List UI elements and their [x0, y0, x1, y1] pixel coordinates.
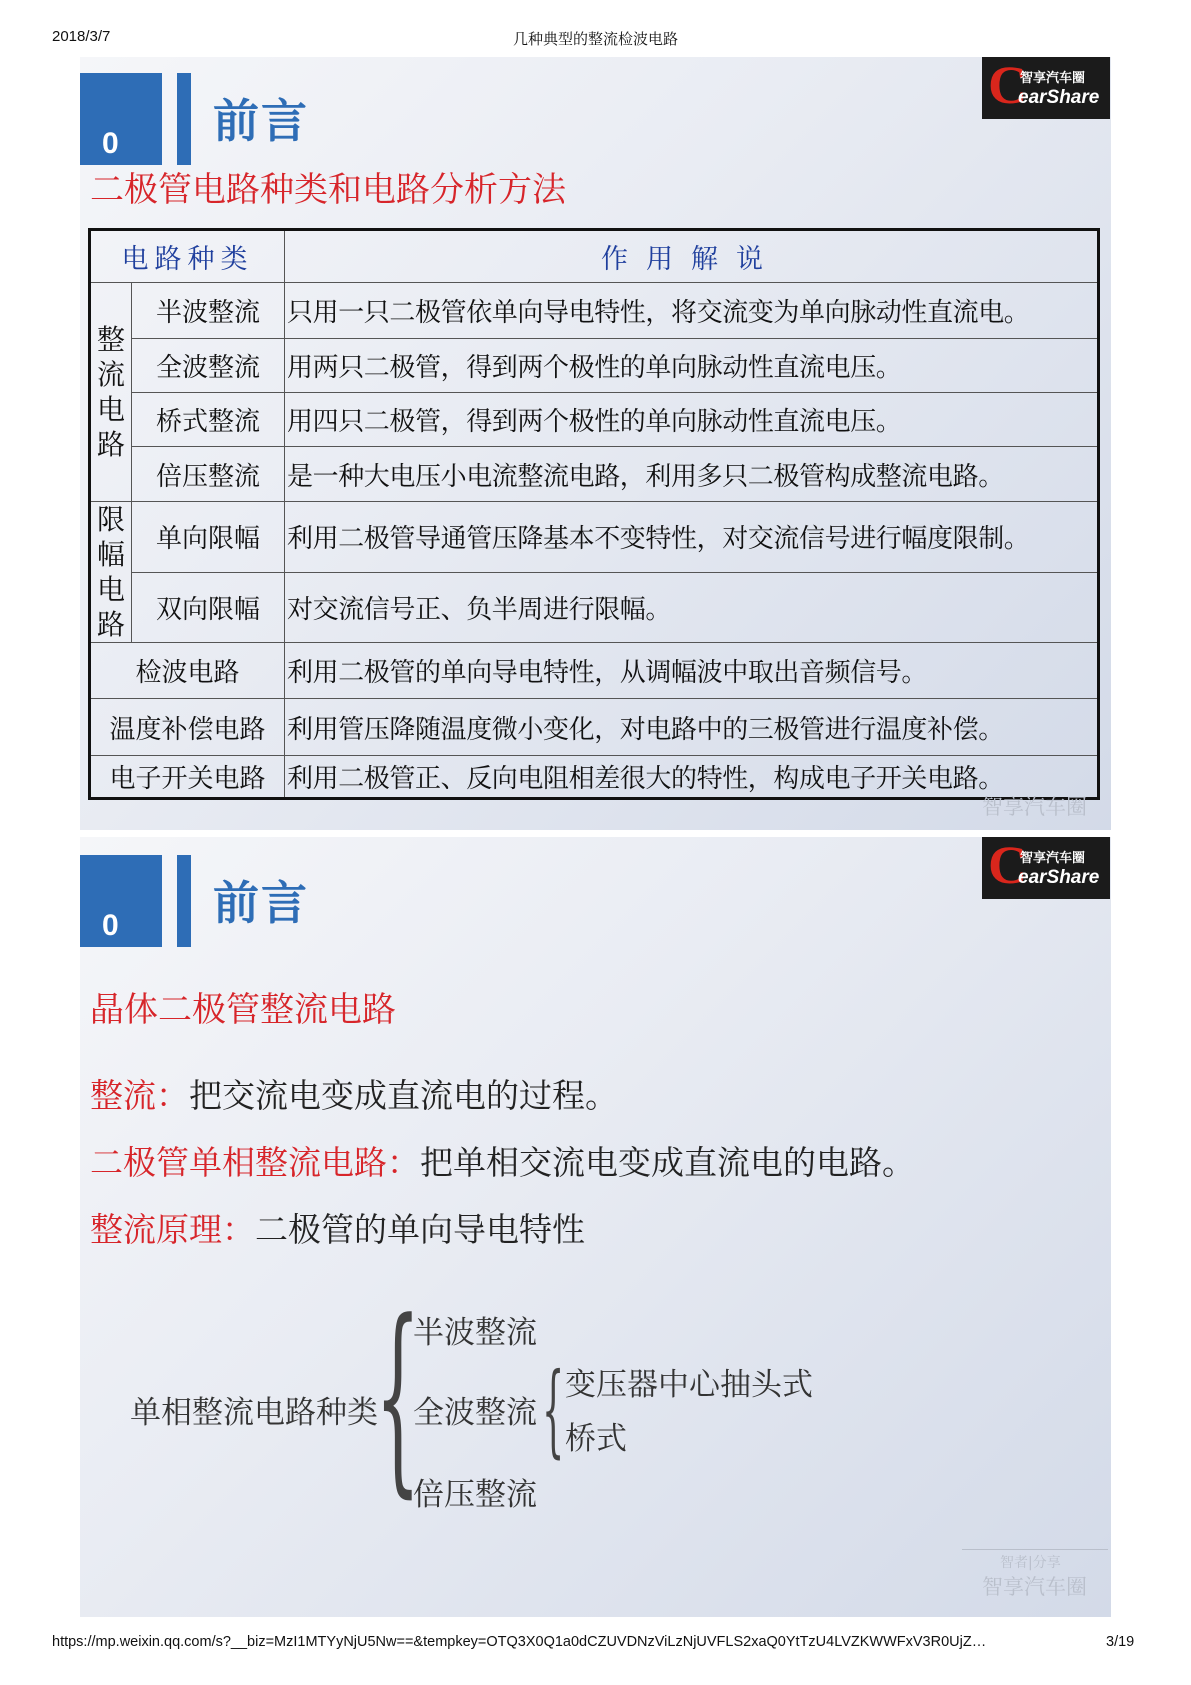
definition-text: 把单相交流电变成直流电的电路。	[420, 1143, 915, 1182]
slide-subtitle: 二极管电路种类和电路分析方法	[90, 170, 566, 210]
definition-text: 把交流电变成直流电的过程。	[189, 1076, 618, 1115]
table-row	[90, 572, 1099, 643]
tree-root: 单相整流电路种类	[130, 1395, 378, 1431]
header-bar	[177, 73, 191, 165]
definition-label: 整流原理：	[90, 1210, 255, 1249]
table-cell: 半波整流	[132, 283, 285, 339]
table-row	[90, 393, 1099, 447]
table-cell: 倍压整流	[132, 447, 285, 502]
table-cell: 全波整流	[132, 339, 285, 393]
logo	[982, 837, 1110, 899]
tree-full-wave: 全波整流	[413, 1395, 537, 1431]
watermark: 智享汽车圈	[982, 795, 1087, 819]
circuit-table	[88, 228, 1100, 800]
brace-main: {	[375, 1278, 421, 1516]
table-header-row	[90, 230, 1099, 283]
logo	[982, 57, 1110, 119]
table-cell: 只用一只二极管依单向导电特性，将交流变为单向脉动性直流电。	[285, 283, 1099, 339]
definition-line	[90, 1070, 618, 1117]
table-row	[90, 502, 1099, 573]
logo-en: earShare	[1018, 87, 1100, 108]
col-header-type: 电路种类	[90, 230, 285, 283]
definition-text: 二极管的单向导电特性	[255, 1210, 585, 1249]
table-cell: 单向限幅	[132, 502, 285, 573]
watermark: 智享汽车圈	[982, 1575, 1087, 1599]
slide-1	[80, 57, 1111, 830]
section-number-block	[80, 73, 162, 165]
table-cell: 利用二极管正、反向电阻相差很大的特性，构成电子开关电路。	[285, 756, 1099, 799]
table-row	[90, 447, 1099, 502]
logo-cn: 智享汽车圈	[1020, 851, 1086, 866]
logo-letter: C	[988, 837, 1027, 895]
table-cell: 对交流信号正、负半周进行限幅。	[285, 572, 1099, 643]
table-cell: 双向限幅	[132, 572, 285, 643]
logo-letter: C	[988, 57, 1027, 115]
table-cell: 桥式整流	[132, 393, 285, 447]
table-cell: 利用管压降随温度微小变化，对电路中的三极管进行温度补偿。	[285, 699, 1099, 756]
tree-bridge: 桥式	[565, 1421, 627, 1457]
table-row	[90, 283, 1099, 339]
print-page-number: 3/19	[1106, 1634, 1135, 1650]
logo-en: earShare	[1018, 867, 1100, 888]
table-row	[90, 643, 1099, 699]
table-row	[90, 339, 1099, 393]
print-date: 2018/3/7	[52, 28, 111, 45]
logo-cn: 智享汽车圈	[1020, 71, 1086, 86]
watermark-small: 智者|分享	[1000, 1555, 1061, 1571]
tree-half-wave: 半波整流	[413, 1315, 537, 1351]
section-number: 0	[102, 909, 119, 942]
group-label-limiter: 限幅电路	[90, 502, 132, 643]
print-url: https://mp.weixin.qq.com/s?__biz=MzI1MTYyNjU5Nw==&tempkey=OTQ3X0Q1a0dCZUVDNzViLzNjUVFLS2xaQ0YtTzU4LVZKWWFxV3R0UjZ…	[52, 1634, 987, 1650]
table-cell: 温度补偿电路	[90, 699, 285, 756]
print-title: 几种典型的整流检波电路	[512, 30, 678, 48]
slide-title: 前言	[213, 876, 309, 930]
slide-2	[80, 837, 1111, 1617]
table-row	[90, 699, 1099, 756]
group-label-rectifier: 整流电路	[90, 283, 132, 502]
slide-subtitle: 晶体二极管整流电路	[90, 990, 396, 1030]
table-row	[90, 756, 1099, 799]
section-number-block	[80, 855, 162, 947]
table-cell: 检波电路	[90, 643, 285, 699]
watermark-divider	[962, 1549, 1108, 1550]
header-bar	[177, 855, 191, 947]
definition-line	[90, 1137, 915, 1184]
table-cell: 用四只二极管，得到两个极性的单向脉动性直流电压。	[285, 393, 1099, 447]
definition-label: 二极管单相整流电路：	[90, 1143, 420, 1182]
table-cell: 利用二极管的单向导电特性，从调幅波中取出音频信号。	[285, 643, 1099, 699]
definition-label: 整流：	[90, 1076, 189, 1115]
col-header-desc: 作用解说	[285, 230, 1099, 283]
tree-doubler: 倍压整流	[413, 1477, 537, 1513]
table-cell: 利用二极管导通管压降基本不变特性，对交流信号进行幅度限制。	[285, 502, 1099, 573]
section-number: 0	[102, 127, 119, 160]
slide-title: 前言	[213, 94, 309, 148]
definition-line	[90, 1204, 585, 1251]
tree-center-tap: 变压器中心抽头式	[565, 1367, 813, 1403]
table-cell: 是一种大电压小电流整流电路，利用多只二极管构成整流电路。	[285, 447, 1099, 502]
brace-sub: {	[542, 1351, 565, 1468]
table-cell: 用两只二极管，得到两个极性的单向脉动性直流电压。	[285, 339, 1099, 393]
table-cell: 电子开关电路	[90, 756, 285, 799]
